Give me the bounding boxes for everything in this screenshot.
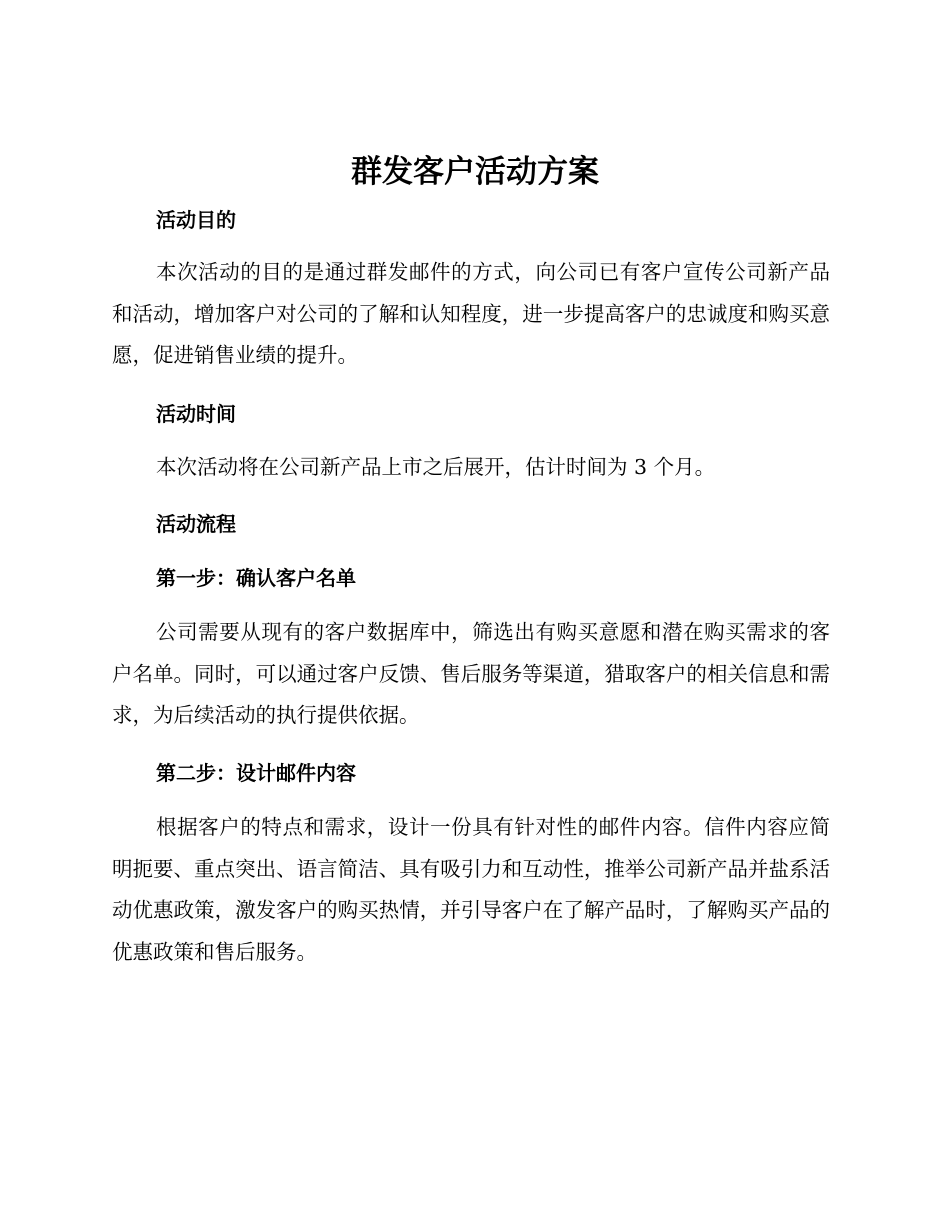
paragraph-step-2: 根据客户的特点和需求，设计一份具有针对性的邮件内容。信件内容应简明扼要、重点突出、语言简洁、具有吸引力和互动性，推举公司新产品并盐系活动优惠政策，激发客户的购买热情，并引导客户在了解产品时，了解购买产品的优惠政策和售后服务。: [112, 815, 830, 964]
document-title: 群发客户活动方案: [351, 154, 599, 190]
paragraph-time: 本次活动将在公司新产品上市之后展开，估计时间为 3 个月。: [156, 455, 716, 479]
step-heading-1: 第一步：确认客户名单: [156, 566, 356, 590]
step-heading-2: 第二步：设计邮件内容: [156, 761, 356, 785]
section-heading-time: 活动时间: [156, 402, 236, 426]
section-heading-process: 活动流程: [156, 512, 236, 536]
paragraph-purpose: 本次活动的目的是通过群发邮件的方式，向公司已有客户宣传公司新产品和活动，增加客户对公司的了解和认知程度，进一步提高客户的忠诚度和购买意愿，促进销售业绩的提升。: [112, 260, 830, 367]
paragraph-step-1: 公司需要从现有的客户数据库中，筛选出有购买意愿和潜在购买需求的客户名单。同时，可以通过客户反馈、售后服务等渠道，猎取客户的相关信息和需求，为后续活动的执行提供依据。: [112, 620, 830, 727]
section-heading-purpose: 活动目的: [156, 208, 236, 232]
